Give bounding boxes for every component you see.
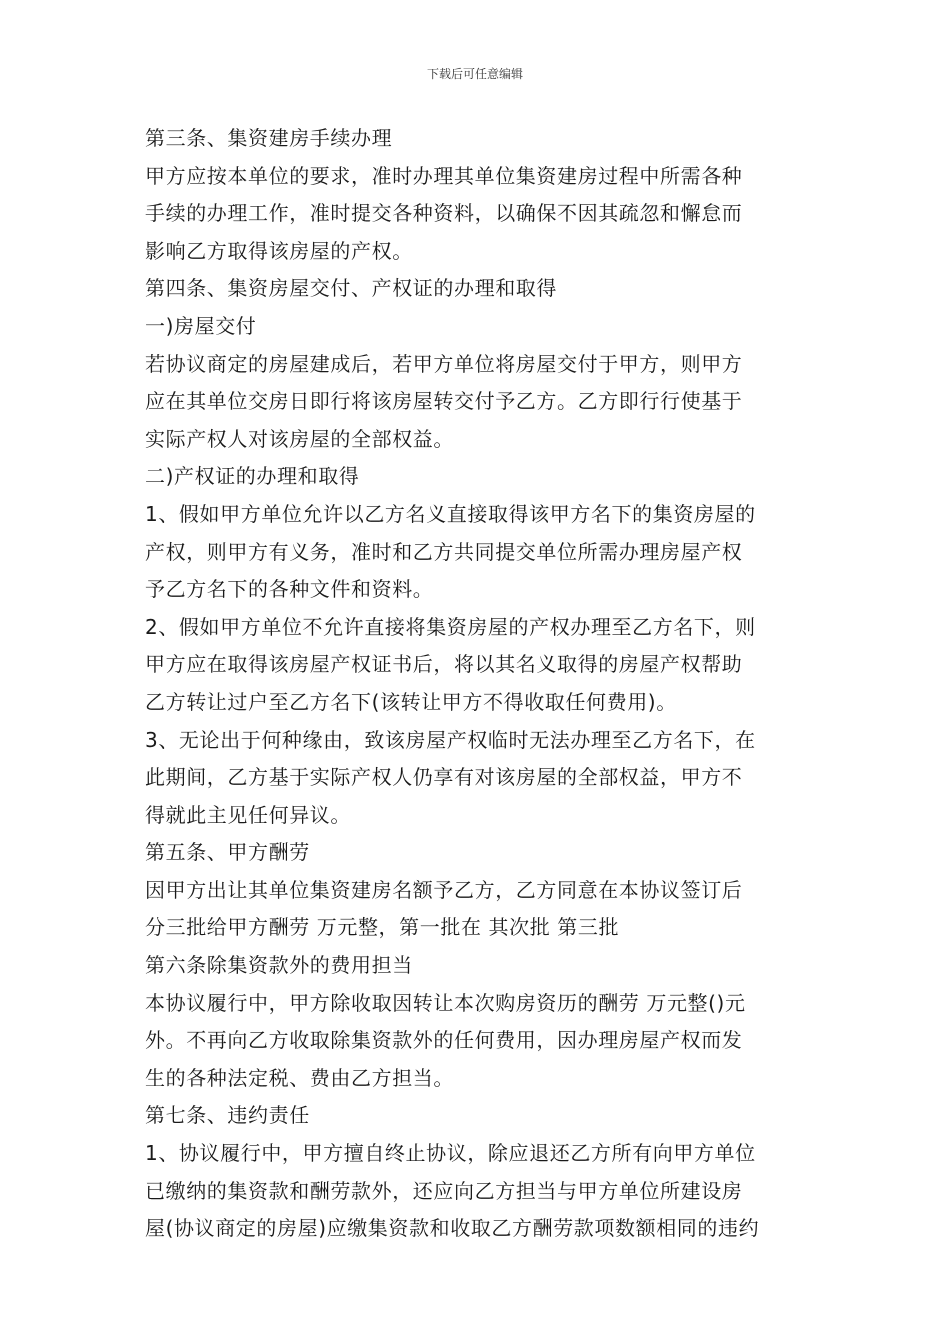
text-line: 手续的办理工作，准时提交各种资料，以确保不因其疏忽和懈怠而 bbox=[145, 201, 743, 226]
article-7-heading: 第七条、违约责任 bbox=[145, 1103, 310, 1128]
subsection-heading: 二)产权证的办理和取得 bbox=[145, 464, 360, 489]
text-line: 已缴纳的集资款和酬劳款外，还应向乙方担当与甲方单位所建设房 bbox=[145, 1178, 743, 1203]
text-line: 应在其单位交房日即行将该房屋转交付予乙方。乙方即行行使基于 bbox=[145, 389, 743, 414]
article-5-heading: 第五条、甲方酬劳 bbox=[145, 840, 310, 865]
text-line: 分三批给甲方酬劳 万元整，第一批在 其次批 第三批 bbox=[145, 915, 620, 940]
text-line: 因甲方出让其单位集资建房名额予乙方，乙方同意在本协议签订后 bbox=[145, 877, 743, 902]
page-header: 下载后可任意编辑 bbox=[426, 67, 523, 81]
text-line: 予乙方名下的各种文件和资料。 bbox=[145, 577, 434, 602]
text-line: 乙方转让过户至乙方名下(该转让甲方不得收取任何费用)。 bbox=[145, 689, 677, 714]
text-line: 生的各种法定税、费由乙方担当。 bbox=[145, 1065, 454, 1090]
text-line: 得就此主见任何异议。 bbox=[145, 802, 351, 827]
text-line: 2、假如甲方单位不允许直接将集资房屋的产权办理至乙方名下，则 bbox=[145, 614, 756, 639]
text-line: 3、无论出于何种缘由，致该房屋产权临时无法办理至乙方名下，在 bbox=[145, 727, 756, 752]
text-line: 产权，则甲方有义务，准时和乙方共同提交单位所需办理房屋产权 bbox=[145, 539, 743, 564]
text-line: 外。不再向乙方收取除集资款外的任何费用，因办理房屋产权而发 bbox=[145, 1028, 743, 1053]
subsection-heading: 一)房屋交付 bbox=[145, 313, 257, 338]
text-line: 甲方应按本单位的要求，准时办理其单位集资建房过程中所需各种 bbox=[145, 163, 743, 188]
document-body bbox=[145, 120, 810, 1248]
text-line: 影响乙方取得该房屋的产权。 bbox=[145, 238, 413, 263]
article-3-heading: 第三条、集资建房手续办理 bbox=[145, 126, 393, 150]
text-line: 实际产权人对该房屋的全部权益。 bbox=[145, 426, 454, 451]
text-line: 1、协议履行中，甲方擅自终止协议，除应退还乙方所有向甲方单位 bbox=[145, 1141, 756, 1166]
text-line: 1、假如甲方单位允许以乙方名义直接取得该甲方名下的集资房屋的 bbox=[145, 501, 756, 526]
text-line: 此期间，乙方基于实际产权人仍享有对该房屋的全部权益，甲方不 bbox=[145, 765, 743, 790]
text-line: 甲方应在取得该房屋产权证书后，将以其名义取得的房屋产权帮助 bbox=[145, 652, 743, 677]
article-4-heading: 第四条、集资房屋交付、产权证的办理和取得 bbox=[145, 276, 557, 301]
text-line: 本协议履行中，甲方除收取因转让本次购房资历的酬劳 万元整()元 bbox=[145, 990, 746, 1015]
article-6-heading: 第六条除集资款外的费用担当 bbox=[145, 953, 413, 978]
text-line: 若协议商定的房屋建成后，若甲方单位将房屋交付于甲方，则甲方 bbox=[145, 351, 743, 376]
text-line: 屋(协议商定的房屋)应缴集资款和收取乙方酬劳款项数额相同的违约 bbox=[145, 1216, 760, 1241]
